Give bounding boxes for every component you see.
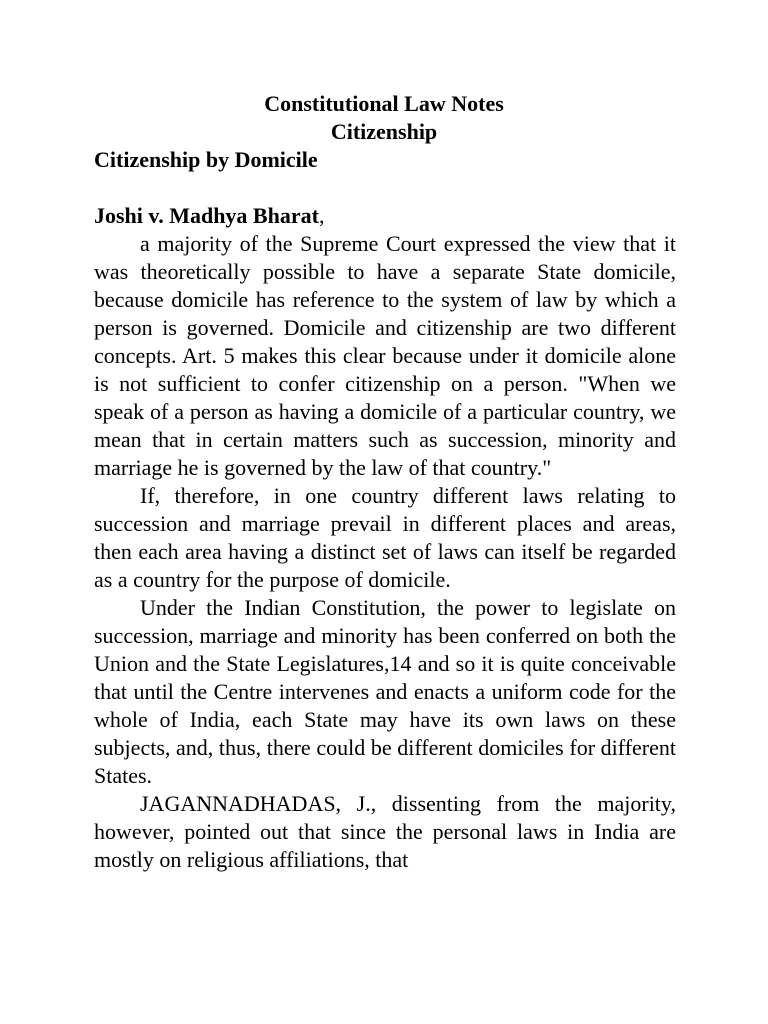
- case-heading: [94, 202, 324, 230]
- paragraph: a majority of the Supreme Court expressed the view that it was theoretically possible to have a separate State domicile, because domicile has reference to the system of law by which a person is governed. Domicile and citizenship are two different concepts. Art. 5 makes this clear because under it domicile alone is not sufficient to confer citizenship on a person. "When we speak of a person as having a domicile of a particular country, we mean that in certain matters such as succession, minority and marriage he is governed by the law of that country.": [94, 231, 676, 480]
- paragraph: Under the Indian Constitution, the power to legislate on succession, marriage and minority has been conferred on both the Union and the State Legislatures,14 and so it is quite conceivable that until the Centre intervenes and enacts a uniform code for the whole of India, each State may have its own laws on these subjects, and, thus, there could be different domiciles for different States.: [94, 595, 676, 788]
- document-subtitle: Citizenship: [330, 119, 438, 144]
- case-name-punctuation: ,: [318, 203, 325, 228]
- body-text: [94, 230, 676, 874]
- paragraph: JAGANNADHADAS, J., dissenting from the majority, however, pointed out that since the personal laws in India are mostly on religious affiliations, that: [94, 791, 676, 872]
- document-title: Constitutional Law Notes: [264, 91, 504, 116]
- section-heading: Citizenship by Domicile: [94, 147, 318, 172]
- case-name: Joshi v. Madhya Bharat: [94, 203, 319, 228]
- paragraph: If, therefore, in one country different laws relating to succession and marriage prevail in different places and areas, then each area having a distinct set of laws can itself be regarded as a country for the purpose of domicile.: [94, 483, 676, 592]
